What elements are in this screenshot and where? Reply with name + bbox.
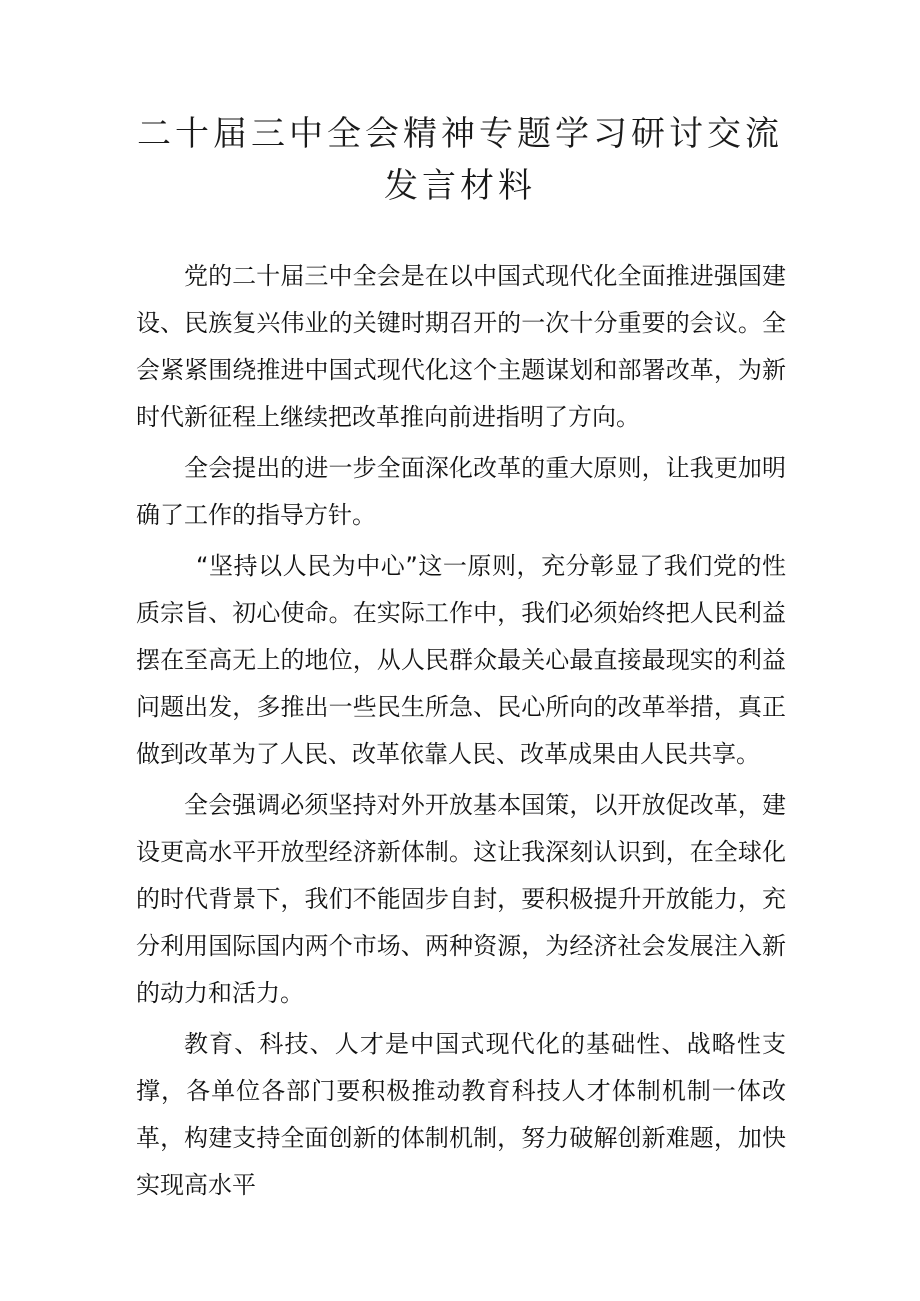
paragraph-4: 全会强调必须坚持对外开放基本国策，以开放促改革，建设更高水平开放型经济新体制。这让我深刻认识到，在全球化的时代背景下，我们不能固步自封，要积极提升开放能力，充分利用国际国内两个市场、两种资源，为经济社会发展注入新的动力和活力。 [136,791,786,1007]
document-body [136,253,786,1213]
paragraph-2: 全会提出的进一步全面深化改革的重大原则，让我更加明确了工作的指导方针。 [136,454,786,529]
paragraph-5: 教育、科技、人才是中国式现代化的基础性、战略性支撑，各单位各部门要积极推动教育科技人才体制机制一体改革，构建支持全面创新的体制机制，努力破解创新难题，加快实现高水平 [136,1030,786,1199]
paragraph-1: 党的二十届三中全会是在以中国式现代化全面推进强国建设、民族复兴伟业的关键时期召开的一次十分重要的会议。全会紧紧围绕推进中国式现代化这个主题谋划和部署改革，为新时代新征程上继续把改革推向前进指明了方向。 [136,262,786,431]
paragraph-3: “坚持以人民为中心”这一原则，充分彰显了我们党的性质宗旨、初心使命。在实际工作中，我们必须始终把人民利益摆在至高无上的地位，从人民群众最关心最直接最现实的利益问题出发，多推出一些民生所急、民心所向的改革举措，真正做到改革为了人民、改革依靠人民、改革成果由人民共享。 [136,552,786,768]
document-title: 二十届三中全会精神专题学习研讨交流发言材料 [137,114,783,206]
